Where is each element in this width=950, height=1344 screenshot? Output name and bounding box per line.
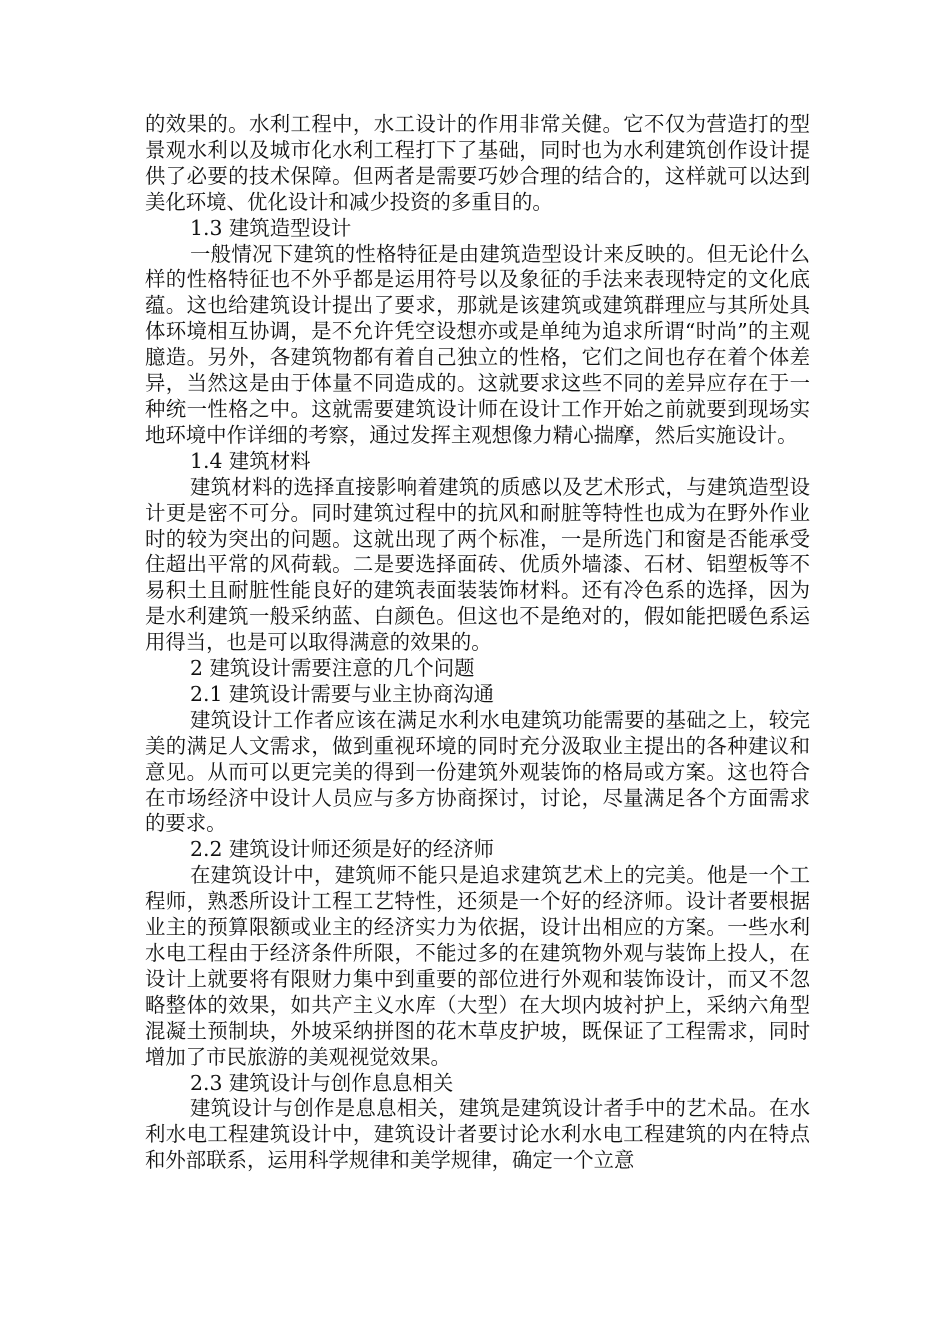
section-heading: 1.4 建筑材料	[190, 448, 311, 473]
body-paragraph: 建筑设计工作者应该在满足水利水电建筑功能需要的基础之上，较完美的满足人文需求，做到重视环境的同时充分汲取业主提出的各种建议和意见。从而可以更完美的得到一份建筑外观装饰的格局或方案。这也符合在市场经济中设计人员应与多方协商探讨，讨论，尽量满足各个方面需求的要求。	[145, 707, 810, 836]
body-paragraph: 建筑材料的选择直接影响着建筑的质感以及艺术形式，与建筑造型设计更是密不可分。同时建筑过程中的抗风和耐脏等特性也成为在野外作业时的较为突出的问题。这就出现了两个标准，一是所选门和窗是否能承受住超出平常的风荷载。二是要选择面砖、优质外墙漆、石材、铝塑板等不易积土且耐脏性能良好的建筑表面装装饰材料。还有冷色系的选择，因为是水利建筑一般采纳蓝、白颜色。但这也不是绝对的，假如能把暖色系运用得当，也是可以取得满意的效果的。	[145, 474, 810, 655]
section-heading: 2.1 建筑设计需要与业主协商沟通	[190, 681, 494, 706]
body-paragraph: 的效果的。水利工程中，水工设计的作用非常关健。它不仅为营造打的型景观水利以及城市化水利工程打下了基础，同时也为水利建筑创作设计提供了必要的技术保障。但两者是需要巧妙合理的结合的，这样就可以达到美化环境、优化设计和减少投资的多重目的。	[145, 112, 810, 214]
body-paragraph: 建筑设计与创作是息息相关，建筑是建筑设计者手中的艺术品。在水利水电工程建筑设计中，建筑设计者要讨论水利水电工程建筑的内在特点和外部联系，运用科学规律和美学规律，确定一个立意	[145, 1096, 810, 1173]
section-heading: 2.3 建筑设计与创作息息相关	[190, 1070, 454, 1095]
section-heading: 1.3 建筑造型设计	[190, 215, 352, 240]
body-paragraph: 在建筑设计中，建筑师不能只是追求建筑艺术上的完美。他是一个工程师，熟悉所设计工程工艺特性，还须是一个好的经济师。设计者要根据业主的预算限额或业主的经济实力为依据，设计出相应的方案。一些水利水电工程由于经济条件所限，不能过多的在建筑物外观与装饰上投人，在设计上就要将有限财力集中到重要的部位进行外观和装饰设计，而又不忽略整体的效果，如共产主义水库（大型）在大坝内坡衬护上，采纳六角型混凝土预制块，外坡采纳拼图的花木草皮护坡，既保证了工程需求，同时增加了市民旅游的美观视觉效果。	[145, 863, 810, 1069]
document-page	[145, 112, 810, 1174]
section-heading: 2.2 建筑设计师还须是好的经济师	[190, 837, 494, 862]
section-heading: 2 建筑设计需要注意的几个问题	[190, 656, 475, 681]
body-paragraph: 一般情况下建筑的性格特征是由建筑造型设计来反映的。但无论什么样的性格特征也不外乎都是运用符号以及象征的手法来表现特定的文化底蕴。这也给建筑设计提出了要求，那就是该建筑或建筑群理应与其所处具体环境相互协调，是不允许凭空设想亦或是单纯为追求所谓“时尚”的主观臆造。另外，各建筑物都有着自己独立的性格，它们之间也存在着个体差异，当然这是由于体量不同造成的。这就要求这些不同的差异应存在于一种统一性格之中。这就需要建筑设计师在设计工作开始之前就要到现场实地环境中作详细的考察，通过发挥主观想像力精心揣摩，然后实施设计。	[145, 241, 810, 447]
